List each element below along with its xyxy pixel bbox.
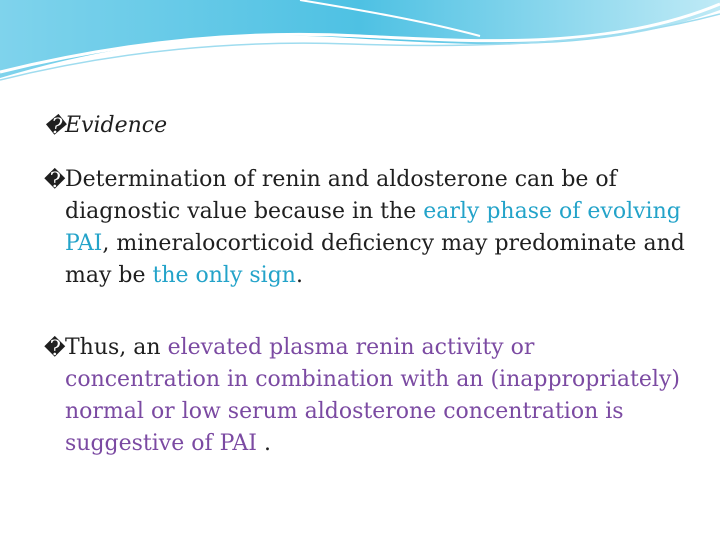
bullet-icon: � bbox=[44, 336, 66, 360]
paragraph-text: Determination of renin and aldosterone can be of diagnostic value because in the bbox=[65, 167, 617, 224]
highlight-early-phase: early phase of evolving PAI bbox=[65, 199, 681, 256]
bullet-icon: � bbox=[44, 168, 66, 192]
paragraph-renin-aldosterone bbox=[44, 164, 694, 292]
highlight-only-sign: the only sign bbox=[152, 263, 296, 288]
highlight-elevated-renin: elevated plasma renin activity or concentration in combination with an (inappropriately) normal or low serum aldosterone concentration is suggestive of PAI bbox=[65, 335, 680, 456]
bullet-icon: � bbox=[44, 114, 66, 138]
paragraph-elevated-renin bbox=[44, 332, 694, 460]
heading-text: Evidence bbox=[65, 113, 168, 138]
header-wave-decoration bbox=[0, 0, 720, 90]
slide-body bbox=[44, 110, 694, 460]
heading bbox=[44, 110, 694, 142]
paragraph-text: . bbox=[295, 263, 303, 288]
paragraph-text: Thus, an bbox=[65, 335, 168, 360]
paragraph-text: . bbox=[257, 431, 271, 456]
paragraph-text: , mineralocorticoid deficiency may predominate and may be bbox=[65, 231, 685, 288]
